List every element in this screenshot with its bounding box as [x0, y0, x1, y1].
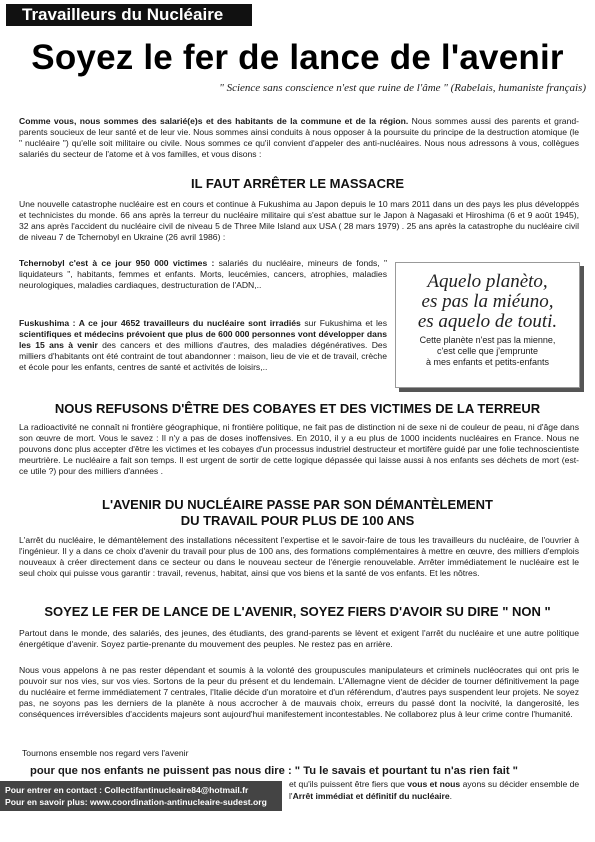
french-translation-line: à mes enfants et petits-enfants	[425, 357, 550, 367]
paragraph-appel: Nous vous appelons à ne pas rester dépendant et soumis à la volonté des groupuscules manipulateurs et criminels nucléocrates qui ont pris le pouvoir sur nos vies, sur vos vies. Sortons de la peur du présent et du lendemain. L'Allemagne vient de décider de tourner définitivement la page du nucléaire et ferme immédiatement 7 centrales, l'Italie décide d'un moratoire et d'un référendum, d'autres pays suspendent leur projets. Ne soyez pas, ne soyons pas les derniers de la planète à nous accrocher à de mauvais choix, erreurs du passé dont la nocivité, la dangerosité, les conséquences irréversibles d'accidents majeurs sont aujourd'hui manifestement incontestables. Ne collaborez plus à leur crime contre l'humanité.	[19, 665, 579, 719]
paragraph-fukushima-intro: Une nouvelle catastrophe nucléaire est en cours et continue à Fukushima au Japon depuis le 10 mars 2011 dans un des pays les plus développés et technicistes du monde. 66 ans après la terreur du nucléaire militaire qui s'est abattue sur le Japon à Nagasaki et Hiroshima (6 et 9 août 1945), 32 ans après l'accident du nucléaire civil de niveau 5 de Three Mile Island aux USA ( 28 mars 1979) . 25 ans après la catastrophe du nucléaire civil de niveau 7 de Tchernobyl en Ukraine (26 avril 1986) :	[19, 199, 579, 242]
paragraph-partout: Partout dans le monde, des salariés, des jeunes, des étudiants, des grand-parents se lèvent et exigent l'arrêt du nucléaire et une autre politique énergétique d'avenir. Soyez partie-prenante du mouvement des peuples. Ne restez pas en arrière.	[19, 628, 579, 649]
fukushima-bold-1: Fuskushima : A ce jour 4652 travailleurs du nucléaire sont irradiés	[19, 318, 301, 328]
occitan-line: es pas la miéuno,	[421, 291, 554, 312]
paragraph-tournons: Tournons ensemble nos regard vers l'avenir	[22, 748, 189, 758]
slogan-line: pour que nos enfants ne puissent pas nous dire : " Tu le savais et pourtant tu n'as rien fait "	[30, 765, 518, 777]
fukushima-mid: sur Fukushima et les	[300, 318, 387, 328]
org-banner	[6, 4, 252, 26]
closing-part: ayons su décider ensemble de l'	[289, 779, 580, 801]
heading-fer-de-lance: SOYEZ LE FER DE LANCE DE L'AVENIR, SOYEZ FIERS D'AVOIR SU DIRE " NON "	[44, 604, 551, 619]
intro-bold: Comme vous, nous sommes des salarié(e)s et des habitants de la commune et de la région.	[19, 116, 409, 126]
tchernobyl-bold: Tchernobyl c'est à ce jour 950 000 victimes :	[19, 258, 215, 268]
closing-bold: Arrêt immédiat et définitif du nucléaire	[292, 791, 450, 801]
paragraph-tchernobyl	[19, 258, 387, 291]
heading-cobayes: NOUS REFUSONS D'ÊTRE DES COBAYES ET DES VICTIMES DE LA TERREUR	[54, 401, 541, 416]
paragraph-avenir: L'arrêt du nucléaire, le démantèlement des installations nécessitent l'expertise et le savoir-faire de tous les travailleurs du nucléaire, de l'ouvrier à l'ingénieur. Il y a dans ce choix d'avenir du travail pour plus de 100 ans, des formations complémentaires à mettre en œuvre, des milliers d'emplois nouveaux à créer directement dans ce secteur ou dans le nouveau secteur de l'énergie renouvelable. Arrêter immédiatement le nucléaire est le seul choix qui puisse vous garantir : travail, revenus, habitat, ainsi que vos biens et la santé de vos enfants. Et les nôtres.	[19, 535, 579, 578]
heading-massacre: IL FAUT ARRÊTER LE MASSACRE	[190, 176, 405, 191]
org-name: Travailleurs du Nucléaire	[22, 5, 224, 24]
page-title: Soyez le fer de lance de l'avenir	[31, 38, 564, 77]
contact-footer	[0, 781, 282, 811]
french-translation-line: c'est celle que j'emprunte	[437, 346, 538, 356]
occitan-line: es aquelo de touti.	[417, 311, 558, 332]
occitan-quote-box	[395, 262, 580, 388]
tchernobyl-text: salariés du nucléaire, mineurs de fonds, " liquidateurs ", habitants, femmes et enfants. Morts, leucémies, cancers, atrophies, maladies neurologiques, maladies cardiaques, destructuration de l'ADN,..	[19, 258, 388, 290]
fukushima-bold-2: scientifiques et médecins prévoient que plus de 600 000 personnes vont développer dans les 15 ans à venir	[19, 329, 387, 350]
contact-email-line[interactable]: Pour entrer en contact : Collectifantinucleaire84@hotmail.fr	[5, 785, 249, 795]
website-line[interactable]: Pour en savoir plus: www.coordination-antinucleaire-sudest.org	[5, 797, 267, 807]
closing-text	[289, 778, 589, 802]
intro-paragraph	[19, 116, 579, 160]
heading-demantelement: L'AVENIR DU NUCLÉAIRE PASSE PAR SON DÉMANTÈLEMENT	[102, 497, 493, 512]
heading-travail: DU TRAVAIL POUR PLUS DE 100 ANS	[180, 513, 415, 528]
french-translation-line: Cette planète n'est pas la mienne,	[419, 335, 556, 345]
closing-bold: vous et nous	[407, 779, 461, 789]
fukushima-text: des cancers et des millions d'autres, des maladies dégénératives. Des milliers d'habitants ont été contraint de tout abandonner : maison, lieu de vie et de travail, crèche et école pour les enfants, centres de santé et activités de loisirs,..	[19, 340, 387, 372]
epigraph: " Science sans conscience n'est que ruine de l'âme " (Rabelais, humaniste français)	[219, 82, 586, 94]
intro-text: Nous sommes aussi des parents et grand-parents soucieux de leur santé et de leur vie. Nous sommes ainsi conduits à nous opposer à la poursuite du principe de la destruction atomique (le " nucléaire ") qu'elle soit militaire ou civile. Nous sommes ce qu'il convient d'appeler des anti-nucléaires. Nous nous adressons à vous, collègues salariés du secteur de l'atome et à vos familles, et vous disons :	[19, 116, 580, 159]
paragraph-radioactivite: La radioactivité ne connaît ni frontière géographique, ni frontière politique, ne fait pas de distinction ni de sexe ni de couleur de peau, ni d'âge dans son œuvre de mort. Vous le savez : Il n'y a pas de doses inoffensives. En 2010, il y a eu plus de 1000 incidents nucléaires en France. Nous ne pouvons donc plus accepter d'être les victimes et les cobayes d'un processus industriel destructeur et mortifère guidé par une folie technoscientiste meurtrière. Le nucléaire a fait son temps. Il est urgent de sortir de cette logique dépassée qui laisse aussi à nos enfants ses déchets de mort (est-ce utile ?) pour des milliers d'années .	[19, 422, 579, 476]
closing-part: et qu'ils puissent être fiers que	[289, 779, 408, 789]
paragraph-fukushima	[19, 318, 387, 373]
closing-part: .	[449, 791, 453, 801]
occitan-line: Aquelo planèto,	[427, 271, 548, 292]
